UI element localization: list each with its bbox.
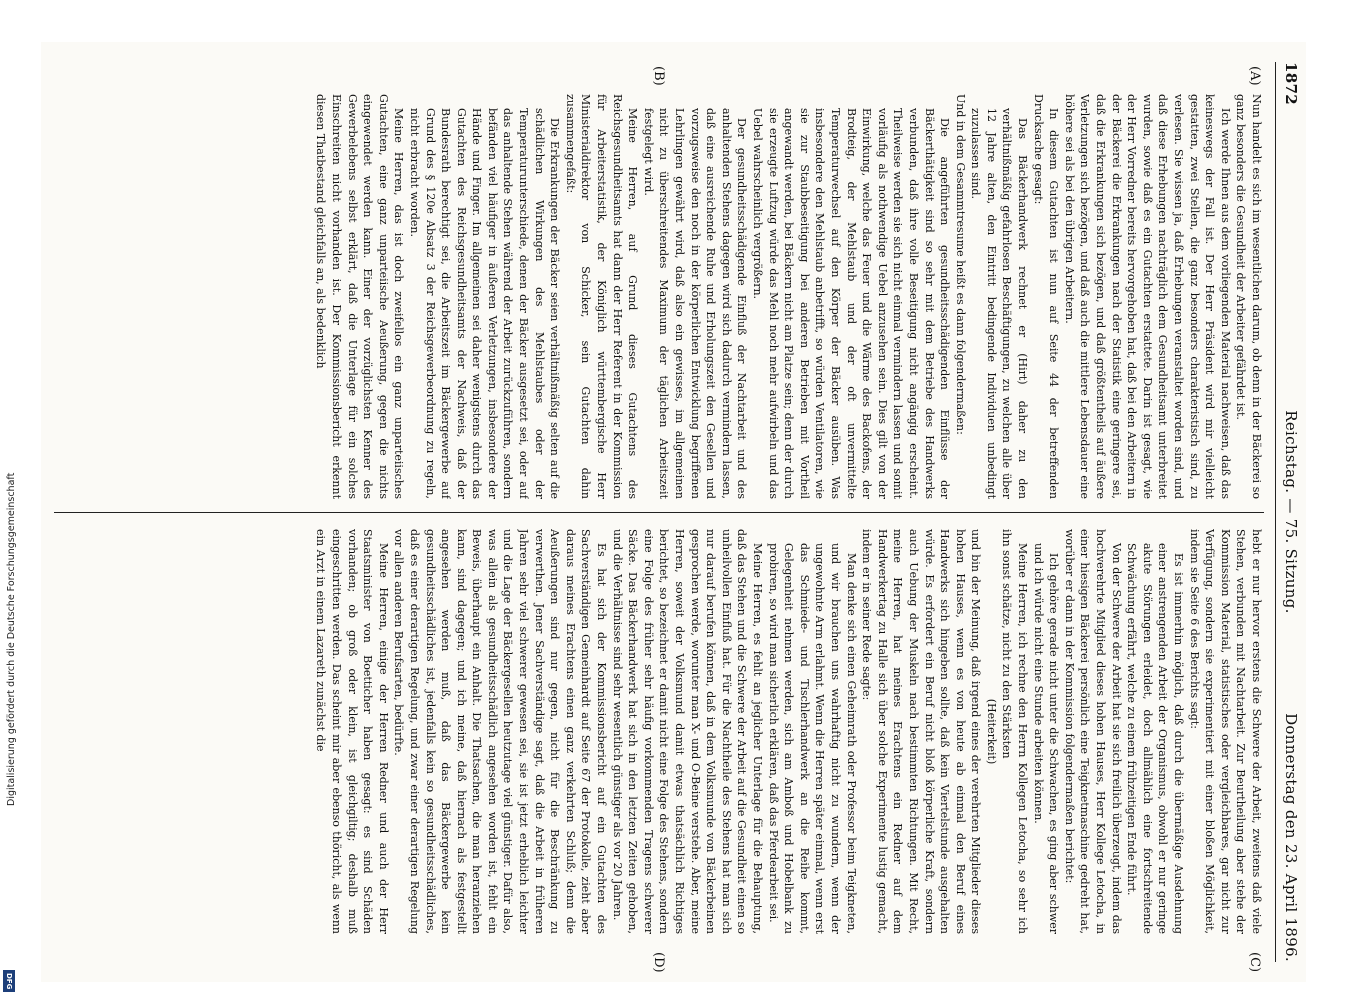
session-date: Donnerstag den 23. April 1896. bbox=[1282, 713, 1300, 962]
paragraph: Von der Schwere der Arbeit hat sie sich freilich überzeugt, indem das hochverehrte Mitglied dieses hohen Hauses, Herr Kollege Letocha, in einer hiesigen Bäckerei persönlich eine Teigknetmaschine gedreht hat, worüber er dann in der Kommission folgendermaßen berichtet: bbox=[1062, 529, 1123, 934]
paragraph: und bin der Meinung, daß irgend eines der verehrten Mitglieder dieses hohen Hauses, wenn es von heute ab einmal den Beruf eines Handwerks sich hingeben sollte, daß kein Viertelstunde ausgehalten würde. Es erfordert ein Beruf nicht bloß körperliche Kraft, sondern auch Uebung der Muskeln nach bestimmten Richtungen. Mit Recht, meine Herren, hat meines Erachtens ein Redner auf dem Handwerkertag zu Halle sich über solche Experimente lustig gemacht, indem er in seiner Rede sagte: bbox=[860, 529, 983, 934]
quotation: Der gesundheitsschädigende Einfluß der Nachtarbeit und des anhaltenden Stehens dagegen wird sich dadurch vermindern lassen, daß eine ausreichende Ruhe und Erholungszeit den Gesellen und vorzugsweise den noch in der körperlichen Entwicklung begriffenen Lehrlingen gewährt wird, daß also ein gewisses, im allgemeinen nicht zu überschreitendes Maximum der täglichen Arbeitszeit festgelegt wird. bbox=[641, 108, 749, 499]
paragraph: Meine Herren, es fehlt an jeglicher Unterlage für die Behauptung, daß das Stehen und die Schwere der Arbeit auf die Gesundheit einen so unheilvollen Einfluß hat. Für die Nachtheile des Stehens hat man sich nur darauf berufen können, daß in dem Volksmunde von Bäckerbeinen gesprochen werde, worunter man X- und O-Beine verstehe. Aber, meine Herren, soweit der Volksmund damit etwas thatsächlich Richtiges berichtet, so bezeichnet er damit nicht eine Folge des Stehens, sondern eine Folge des früher sehr häufig vorkommenden Tragens schwerer Säcke. Das Bäckerhandwerk hat sich in den letzten Zeiten gehoben, und die Verhältnisse sind sehr wesentlich günstiger als vor 20 Jahren. bbox=[610, 529, 764, 934]
quotation: Das Bäckerhandwerk rechnet er (Hirt) daher zu den verhältnißmäßig gefahrlosen Beschäftigungen, zu welchen alle über 12 Jahre alten, den Eintritt bedingende Individuen unbedingt zuzulassen sind. bbox=[969, 108, 1030, 499]
margin-mark-b: (B) bbox=[651, 66, 666, 86]
paragraph: Meine Herren, auf Grund dieses Gutachtens des Reichsgesundheitsamts hat dann der Herr Referent in der Kommission für Arbeiterstatistik, der Königlich württembergische Herr Ministerialdirektor von Schicker, sein Gutachten dahin zusammengefaßt: bbox=[563, 94, 640, 499]
paragraph: Meine Herren, das ist doch zweifellos ein ganz unparteiisches Gutachten, eine ganz unparteiische Aeußerung, gegen die nichts eingewendet werden kann. Einer der vorzüglichsten Kenner des Gewerbelebens selbst erklärt, daß die Unterlage für ein solches Einschreiten nicht vorhanden ist. Der Kommissionsbericht erkennt diesen Thatbestand gleichfalls an, als bedenklich bbox=[314, 94, 406, 499]
digitization-credit: Digitalisierung gefördert durch die Deutsche Forschungsgemeinschaft bbox=[6, 472, 17, 806]
paragraph: Nun handelt es sich im wesentlichen darum, ob denn in der Bäckerei so ganz besonders die Gesundheit der Arbeiter gefährdet ist. bbox=[1234, 94, 1263, 499]
right-column bbox=[54, 529, 1264, 934]
paragraph: In diesem Gutachten ist nun auf Seite 44 der betreffenden Drucksache gesagt: bbox=[1031, 94, 1061, 499]
page-header bbox=[1274, 62, 1300, 962]
paragraph: Meine Herren, einige der Herren Redner und auch der Herr Staatsminister von Boetticher haben gesagt: es sind Schäden vorhanden; ob groß oder klein, ist gleichgiltig; deshalb muß eingeschritten werden. Das scheint mir aber ebenso thöricht, als wenn ein Arzt in einem Lazareth zunächst die bbox=[314, 529, 390, 934]
column-divider bbox=[54, 512, 1264, 513]
margin-mark-d: (D) bbox=[651, 952, 666, 973]
margin-mark-c: (C) bbox=[1247, 952, 1262, 973]
quotation: Es ist immerhin möglich, daß durch die übermäßige Ausdehnung einer anstrengenden Arbeit der Organismus, obwohl er nur geringe akute Störungen erleidet, doch allmählich eine fortschreitende Schwächung erfährt, welche zu einem frühzeitigen Ende führt. bbox=[1125, 543, 1186, 934]
margin-mark-a: (A) bbox=[1247, 66, 1262, 86]
left-column bbox=[54, 94, 1264, 499]
paragraph: Und in dem Gesammtresume heißt es dann folgendermaßen: bbox=[953, 94, 967, 435]
interjection: (Heiterkeit) bbox=[984, 698, 998, 765]
newspaper-page bbox=[41, 42, 1306, 982]
quotation: Die angeführten gesundheitsschädigenden Einflüsse der Bäckerthätigkeit sind so sehr mit dem Betriebe des Handwerks verbunden, daß ihre volle Beseitigung nicht angängig erscheint. Theilweise werden sie sich nicht einmal vermindern lassen und somit vorläufig als nothwendige Uebel anzusehen sein. Dies gilt von der Einwirkung, welche das Feuer und die Wärme des Backofens, der Brodteig, der Mehlstaub und der oft unvermittelte Temperaturwechsel auf den Körper der Bäcker ausüben. Was insbesondere den Mehlstaub anbetrifft, so würden Ventilatoren, wie sie zur Staubbeseitigung bei anderen Betrieben mit Vortheil angewandt werden, bei Bäckern nicht am Platze sein; denn der durch sie erzeugte Luftzug würde das Mehl noch mehr aufwirbeln und das Uebel wahrscheinlich vergrößern. bbox=[751, 108, 952, 499]
quotation: Man denke sich einen Geheimrath oder Professor beim Teigkneten, und wir brauchen uns wahrhaftig nicht zu wundern, wenn der ungewohnte Arm erlahmt. Wenn die Herren später einmal, wenn erst das Schmiede- und Tischlerhandwerk an die Reihe kommt, Gelegenheit nehmen werden, sich am Amboß und Hobelbank zu probiren, so wird man sicherlich erklären, daß das Pferdearbeit sei. bbox=[766, 543, 858, 934]
paragraph: Ich werde Ihnen aus dem vorliegenden Material nachweisen, daß das keineswegs der Fall ist. Der Herr Präsident wird mir vielleicht gestatten, zwei Stellen, die ganz besonders charakteristisch sind, zu verlesen. Sie wissen ja, daß Erhebungen veranstaltet worden sind, und daß diese Erhebungen nachträglich dem Gesundheitsamt unterbreitet wurden, sowie daß es ein Gutachten erstattete. Darin ist gesagt, wie der Herr Vorredner bereits hervorgehoben hat, daß bei den Arbeitern in der Bäckerei die Erkrankungen nach der Statistik eine geringere sei, daß die Erkrankungen sich bezögen, und daß größtentheils auf äußere Verletzungen sich bezögen, und daß auch die mittlere Lebensdauer eine höhere sei als bei den übrigen Arbeitern. bbox=[1062, 94, 1232, 499]
digitization-sidebar bbox=[0, 0, 16, 1000]
dfg-logo: DFG bbox=[3, 970, 15, 992]
quotation: Ich gehöre gerade nicht unter die Schwachen, es ging aber schwer und ich würde nicht eine Stunde arbeiten können. bbox=[1031, 543, 1061, 934]
quotation: Die Erkrankungen der Bäcker seien verhältnißmäßig selten auf die schädlichen Wirkungen des Mehlstaubes oder der Temperaturunterschiede, denen der Bäcker ausgesetzt sei, oder auf das anhaltende Stehen während der Arbeit zurückzuführen, sondern befänden viel häufiger in äußeren Verletzungen, insbesondere der Hände und Finger. Im allgemeinen sei daher wenigstens durch das Gutachten des Reichsgesundheitsamts der Nachweis, daß der Bundesrath berechtigt sei, die Arbeitszeit im Bäckergewerbe auf Grund des § 120e Absatz 3 der Reichsgewerbeordnung zu regeln, nicht erbracht worden. bbox=[407, 108, 562, 499]
paragraph: Es hat sich der Kommissionsbericht auf ein Gutachten des Sachverständigen Gemeinhardt auf Seite 67 der Protokolle, zieht aber daraus meines Erachtens einen ganz verkehrten Schluß; denn die Aeußerungen sind nur gegen, nicht für die Beschränkung zu verwerthen. Jener Sachverständige sagt, daß die Arbeit in früheren Jahren sehr viel schwerer gewesen sei, sie ist jetzt erheblich leichter und die Lage der Bäckergesellen heutzutage viel günstiger. Dafür also, was allein als gesundheitsschädlich angesehen worden ist, fehlt ein Beweis, überhaupt ein Anhalt. Die Thatsachen, die man heranziehen kann, sind dagegen; und ich meine, daß hiernach als festgestellt angesehen werden muß, daß das Bäckergewerbe kein gesundheitsschädliches ist, jedenfalls kein so gesundheitsschädliches, daß es einer derartigen Regelung, und zwar einer derartigen Regelung vor allen anderen Berufsarten, bedürfte. bbox=[392, 529, 609, 934]
paragraph: hebt er nur hervor erstens die Schwere der Arbeit, zweitens daß viele Stehen, verbunden mit Nachtarbeit. Zur Beurtheilung aber stehe der Kommission Material, statistisches oder vergleichbares, gar nicht zur Verfügung, sondern sie experimentiert mit einer bloßen Möglichkeit, indem sie Seite 6 des Berichts sagt: bbox=[1187, 529, 1263, 934]
page-title: Reichstag. — 75. Sitzung. bbox=[1282, 410, 1300, 614]
header-rule bbox=[1275, 62, 1276, 962]
page-number: 1872 bbox=[1282, 62, 1300, 105]
paragraph: Meine Herren, ich rechne den Herrn Kollegen Letocha, so sehr ich ihn sonst schätze, nicht zu den Stärksten bbox=[1000, 529, 1030, 934]
